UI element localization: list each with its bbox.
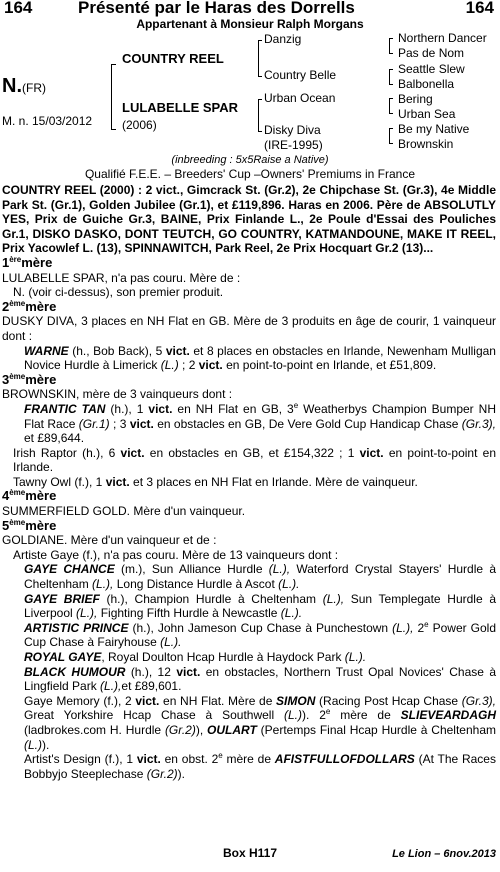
bracket-line xyxy=(389,38,390,53)
dam-sire: Urban Ocean xyxy=(264,91,336,105)
page-title: Présenté par le Haras des Dorrells xyxy=(78,0,355,17)
bracket-line xyxy=(389,53,393,54)
produce-gaye-brief: GAYE BRIEF (h.), Champion Hurdle à Cheltenham (L.), Sun Templegate Hurdle à Liverpool (L.), Fighting Fifth Hurdle à Newcastle (L.). xyxy=(24,591,496,621)
bracket-line xyxy=(111,64,116,65)
bracket-line xyxy=(258,40,262,41)
granddam-line: DUSKY DIVA, 3 places en NH Flat en GB. Mère de 3 produits en âge de courir, 1 vainqueur dont : xyxy=(2,314,496,343)
sire-sire: Danzig xyxy=(264,32,302,46)
produce-line: N. (voir ci-dessus), son premier produit. xyxy=(13,285,224,300)
bracket-line xyxy=(111,129,116,130)
produce-gaye-memory: Gaye Memory (f.), 2 vict. en NH Flat. Mère de SIMON (Racing Post Hcap Chase (Gr.3), Great Yorkshire Hcap Chase à Southwell (L.)). 2e mère de SLIEVEARDAGH (ladbrokes.com H. Hurdle (Gr.2)), OULART (Pertemps Final Hcap Hurdle à Cheltenham (L.)). xyxy=(24,693,496,752)
horse-id xyxy=(2,75,46,98)
produce-artiste-gaye: Artiste Gaye (f.), n'a pas couru. Mère de 13 vainqueurs dont : xyxy=(13,547,339,562)
sire-name: COUNTRY REEL xyxy=(122,51,224,66)
produce-warne: WARNE (h., Bob Back), 5 vict. et 8 places en obstacles en Irlande, Newenham Mulligan Novice Hurdle à Limerick (L.) ; 2 vict. en point-to-point en Irlande, et £51,809. xyxy=(24,343,496,373)
sd-sire: Seattle Slew xyxy=(398,62,465,76)
qualification: Qualifié F.E.E. – Breeders' Cup –Owners' Premiums in France xyxy=(84,167,416,181)
fourth-dam-line: SUMMERFIELD GOLD. Mère d'un vainqueur. xyxy=(2,504,246,519)
bracket-line xyxy=(389,69,393,70)
ds-sire: Bering xyxy=(398,92,433,106)
bracket-line xyxy=(258,99,259,132)
ss-dam: Pas de Nom xyxy=(398,46,465,60)
lot-number-left: 164 xyxy=(4,0,33,17)
third-dam-line: BROWNSKIN, mère de 3 vainqueurs dont : xyxy=(2,387,233,402)
box-number: Box H117 xyxy=(222,846,278,860)
dam-line: LULABELLE SPAR, n'a pas couru. Mère de : xyxy=(2,270,241,285)
section-heading-1: 1èremère xyxy=(2,254,53,270)
bracket-line xyxy=(389,84,393,85)
produce-artists-design: Artist's Design (f.), 1 vict. en obst. 2e mère de AFISTFULLOFDOLLARS (At The Races Bobbyjo Steeplechase (Gr.2)). xyxy=(24,751,496,781)
bracket-line xyxy=(258,76,262,77)
produce-royal-gaye: ROYAL GAYE, Royal Doulton Hcap Hurdle à Haydock Park (L.). xyxy=(24,650,367,664)
sire-dam: Country Belle xyxy=(264,68,337,82)
sire-paragraph: COUNTRY REEL (2000) : 2 vict., Gimcrack St. (Gr.2), 2e Chipchase St. (Gr.3), 4e Middle Park St. (Gr.1), Golden Jubilee (Gr.1), et £119,896. Haras en 2006. Père de ABSOLUTLY YES, Prix de Guiche Gr.3, BAINE, Prix Finlande L., 2e Poule d'Essai des Pouliches Gr.1, DISKO DASKO, DONT TEUTCH, GO COUNTRY, KATMANDOUNE, MAKE IT REEL, Prix Yacowlef L. (13), SPINNAWITCH, Park Reel, 2e Prix Hocquart Gr.2 (13)... xyxy=(2,183,496,256)
horse-country: (FR) xyxy=(22,81,46,95)
catalogue-source: Le Lion – 6nov.2013 xyxy=(392,848,496,860)
dd-dam: Brownskin xyxy=(398,137,454,151)
bracket-line xyxy=(389,98,390,113)
section-heading-4: 4èmemère xyxy=(2,488,57,504)
inbreeding-note: (inbreeding : 5x5Raise a Native) xyxy=(171,154,329,166)
produce-frantic-tan: FRANTIC TAN (h.), 1 vict. en NH Flat en GB, 3e Weatherbys Champion Bumper NH Flat Race (Gr.1) ; 3 vict. en obstacles en GB, De Vere Gold Cup Handicap Chase (Gr.3), et £89,644. xyxy=(24,400,497,446)
bracket-line xyxy=(389,113,393,114)
lot-number-right: 164 xyxy=(465,0,494,17)
produce-artistic-prince: ARTISTIC PRINCE (h.), John Jameson Cup Chase à Punchestown (L.), 2e Power Gold Cup Chase à Fairyhouse (L.). xyxy=(24,619,497,650)
bracket-line xyxy=(111,64,112,130)
bracket-line xyxy=(389,38,393,39)
produce-black-humour: BLACK HUMOUR (h.), 12 vict. en obstacles, Northern Trust Opal Novices' Chase à Lingfield Park (L.),et £89,601. xyxy=(24,664,496,694)
bracket-line xyxy=(389,128,393,129)
section-heading-5: 5èmemère xyxy=(2,517,57,533)
bracket-line xyxy=(258,131,262,132)
section-heading-3: 3èmemère xyxy=(2,371,57,387)
bracket-line xyxy=(258,99,262,100)
horse-name: N. xyxy=(2,75,22,97)
catalogue-body xyxy=(2,183,496,781)
produce-irish-raptor: Irish Raptor (h.), 6 vict. en obstacles en GB, et £154,322 ; 1 vict. en point-to-point en Irlande. xyxy=(13,445,496,475)
section-heading-2: 2èmemère xyxy=(2,298,57,314)
produce-tawny-owl: Tawny Owl (f.), 1 vict. et 3 places en NH Flat en Irlande. Mère de vainqueur. xyxy=(13,474,418,489)
ss-sire: Northern Dancer xyxy=(398,31,487,45)
dam-dam: Disky Diva xyxy=(264,123,321,137)
sd-dam: Balbonella xyxy=(398,77,455,91)
ds-dam: Urban Sea xyxy=(398,107,456,121)
bracket-line xyxy=(258,40,259,76)
bracket-line xyxy=(389,98,393,99)
dam-name: LULABELLE SPAR xyxy=(122,100,239,115)
birth-info: M. n. 15/03/2012 xyxy=(2,114,93,128)
bracket-line xyxy=(389,128,390,143)
fifth-dam-line: GOLDIANE. Mère d'un vainqueur et de : xyxy=(2,533,217,548)
dam-dam-note: (IRE-1995) xyxy=(264,138,323,152)
bracket-line xyxy=(389,143,393,144)
owner-subtitle: Appartenant à Monsieur Ralph Morgans xyxy=(136,17,364,31)
produce-gaye-chance: GAYE CHANCE (m.), Sun Alliance Hurdle (L.), Waterford Crystal Stayers' Hurdle à Cheltenham (L.), Long Distance Hurdle à Ascot (L.). xyxy=(24,562,496,592)
bracket-line xyxy=(389,69,390,84)
dam-year: (2006) xyxy=(122,118,157,132)
dd-sire: Be my Native xyxy=(398,122,470,136)
